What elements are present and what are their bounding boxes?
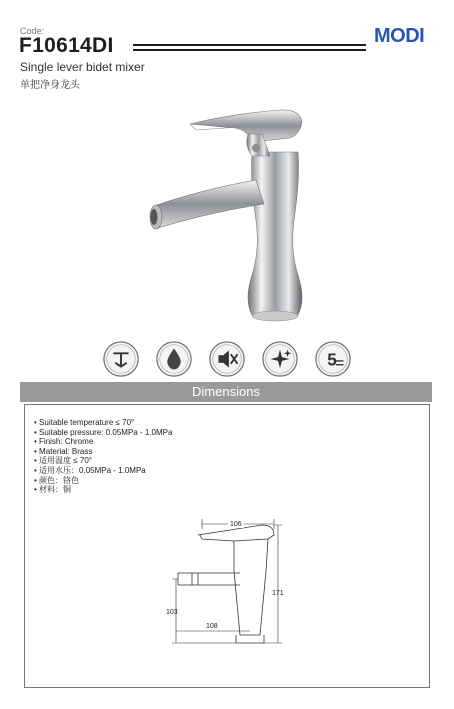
product-title-cn: 单把净身龙头 [20, 80, 80, 91]
product-title-en: Single lever bidet mixer [20, 60, 145, 74]
spec-item: • Finish: Chrome [34, 437, 172, 447]
feature-icons [102, 340, 352, 380]
dim-height-total: 171 [272, 590, 284, 597]
water-saving-icon [155, 340, 193, 378]
brand-logo: MODI [374, 25, 425, 47]
spec-list [34, 418, 172, 495]
spec-item: • 颜色：铬色 [34, 476, 172, 486]
product-image [140, 100, 320, 330]
dim-width-base: 108 [206, 623, 218, 630]
water-flow-icon [102, 340, 140, 378]
spec-item: • 材料：铜 [34, 485, 172, 495]
spec-item: • 适用温度 ≤ 70° [34, 456, 172, 466]
spec-item: • Material: Brass [34, 447, 172, 457]
dim-height-spout: 103 [166, 609, 178, 616]
warranty-years: 5 [327, 350, 337, 370]
code-label: Code: [20, 26, 45, 36]
spec-item: • Suitable pressure: 0.05MPa - 1.0MPa [34, 428, 172, 438]
spec-item: • Suitable temperature ≤ 70° [34, 418, 172, 428]
dimensions-heading: Dimensions [20, 382, 432, 402]
product-code: F10614DI [19, 34, 114, 57]
technical-drawing [150, 515, 300, 655]
noise-reduction-icon [208, 340, 246, 378]
5-year-warranty-icon [314, 340, 352, 378]
spec-item: • 适用水压：0.05MPa - 1.0MPa [34, 466, 172, 476]
title-rule-top [133, 44, 366, 46]
dim-width-top: 106 [230, 521, 242, 528]
title-rule-bottom [133, 49, 366, 51]
easy-clean-icon [261, 340, 299, 378]
